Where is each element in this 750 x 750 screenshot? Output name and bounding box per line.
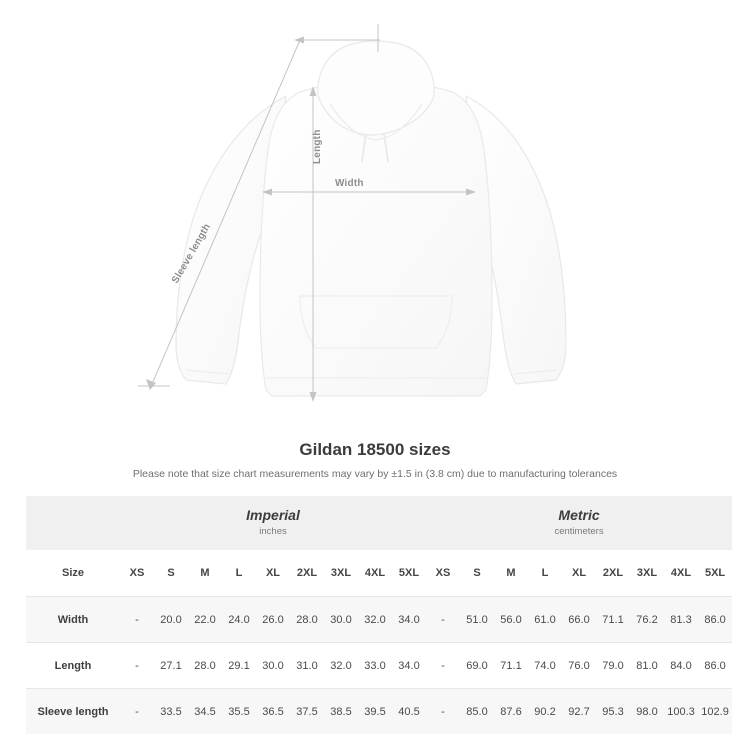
cell-length-metric-l: 74.0 [528,643,562,689]
length-dimension-label: Length [312,129,323,164]
row-label-width: Width [26,597,120,643]
size-header-imperial-l: L [222,550,256,597]
size-column-header: Size [26,550,120,597]
cell-sleeve-metric-4xl: 100.3 [664,689,698,735]
size-header-metric-2xl: 2XL [596,550,630,597]
cell-width-metric-3xl: 76.2 [630,597,664,643]
cell-width-metric-5xl: 86.0 [698,597,732,643]
cell-sleeve-imperial-xs: - [120,689,154,735]
size-header-imperial-s: S [154,550,188,597]
cell-width-imperial-4xl: 32.0 [358,597,392,643]
size-header-metric-xl: XL [562,550,596,597]
cell-width-imperial-5xl: 34.0 [392,597,426,643]
cell-width-metric-xl: 66.0 [562,597,596,643]
cell-length-metric-3xl: 81.0 [630,643,664,689]
size-header-imperial-2xl: 2XL [290,550,324,597]
cell-sleeve-imperial-m: 34.5 [188,689,222,735]
cell-width-imperial-2xl: 28.0 [290,597,324,643]
metric-label: Metric [558,506,600,523]
header-spacer [26,496,120,550]
size-header-imperial-5xl: 5XL [392,550,426,597]
cell-sleeve-metric-m: 87.6 [494,689,528,735]
cell-width-imperial-s: 20.0 [154,597,188,643]
size-header-metric-3xl: 3XL [630,550,664,597]
cell-length-imperial-m: 28.0 [188,643,222,689]
imperial-label: Imperial [246,506,300,523]
row-label-sleeve-length: Sleeve length [26,689,120,735]
cell-length-metric-4xl: 84.0 [664,643,698,689]
cell-width-imperial-3xl: 30.0 [324,597,358,643]
table-row [26,643,732,689]
sleeve-length-dimension-label: Sleeve length [170,221,214,286]
cell-width-imperial-l: 24.0 [222,597,256,643]
cell-sleeve-imperial-l: 35.5 [222,689,256,735]
page-title: Gildan 18500 sizes [299,440,451,459]
row-label-length: Length [26,643,120,689]
size-table-wrapper [26,496,729,734]
cell-width-metric-s: 51.0 [460,597,494,643]
cell-length-imperial-5xl: 34.0 [392,643,426,689]
cell-sleeve-metric-5xl: 102.9 [698,689,732,735]
size-header-metric-xs: XS [426,550,460,597]
cell-length-metric-m: 71.1 [494,643,528,689]
cell-sleeve-imperial-4xl: 39.5 [358,689,392,735]
size-header-imperial-xs: XS [120,550,154,597]
cell-width-metric-xs: - [426,597,460,643]
cell-length-metric-xs: - [426,643,460,689]
metric-unit: centimeters [554,526,604,538]
cell-width-imperial-m: 22.0 [188,597,222,643]
size-header-imperial-m: M [188,550,222,597]
imperial-unit: inches [259,526,287,538]
cell-sleeve-metric-s: 85.0 [460,689,494,735]
cell-sleeve-metric-xl: 92.7 [562,689,596,735]
size-header-metric-s: S [460,550,494,597]
cell-length-metric-2xl: 79.0 [596,643,630,689]
imperial-system-header [120,496,426,550]
cell-length-metric-s: 69.0 [460,643,494,689]
size-chart-table [26,496,732,734]
size-header-imperial-xl: XL [256,550,290,597]
cell-length-imperial-4xl: 33.0 [358,643,392,689]
cell-length-metric-5xl: 86.0 [698,643,732,689]
hoodie-body-shape [176,41,566,396]
cell-sleeve-imperial-s: 33.5 [154,689,188,735]
cell-width-metric-l: 61.0 [528,597,562,643]
cell-length-imperial-l: 29.1 [222,643,256,689]
chart-title-block [0,430,750,480]
cell-width-imperial-xl: 26.0 [256,597,290,643]
cell-sleeve-imperial-3xl: 38.5 [324,689,358,735]
cell-width-metric-2xl: 71.1 [596,597,630,643]
cell-length-imperial-xl: 30.0 [256,643,290,689]
cell-length-imperial-2xl: 31.0 [290,643,324,689]
metric-system-header [426,496,732,550]
size-header-metric-4xl: 4XL [664,550,698,597]
size-header-row [26,550,732,597]
cell-width-metric-4xl: 81.3 [664,597,698,643]
size-header-metric-m: M [494,550,528,597]
unit-system-header-row [26,496,732,550]
tolerance-note: Please note that size chart measurements may vary by ±1.5 in (3.8 cm) due to manufacturing tolerances [132,468,618,480]
cell-sleeve-metric-l: 90.2 [528,689,562,735]
width-dimension-label: Width [335,178,364,189]
table-row [26,689,732,735]
cell-sleeve-metric-3xl: 98.0 [630,689,664,735]
cell-sleeve-imperial-2xl: 37.5 [290,689,324,735]
cell-length-imperial-xs: - [120,643,154,689]
cell-width-imperial-xs: - [120,597,154,643]
cell-sleeve-imperial-xl: 36.5 [256,689,290,735]
table-row [26,597,732,643]
cell-length-imperial-s: 27.1 [154,643,188,689]
cell-width-metric-m: 56.0 [494,597,528,643]
size-header-metric-5xl: 5XL [698,550,732,597]
cell-length-imperial-3xl: 32.0 [324,643,358,689]
cell-sleeve-imperial-5xl: 40.5 [392,689,426,735]
size-header-metric-l: L [528,550,562,597]
size-header-imperial-3xl: 3XL [324,550,358,597]
size-header-imperial-4xl: 4XL [358,550,392,597]
cell-sleeve-metric-xs: - [426,689,460,735]
cell-sleeve-metric-2xl: 95.3 [596,689,630,735]
cell-length-metric-xl: 76.0 [562,643,596,689]
